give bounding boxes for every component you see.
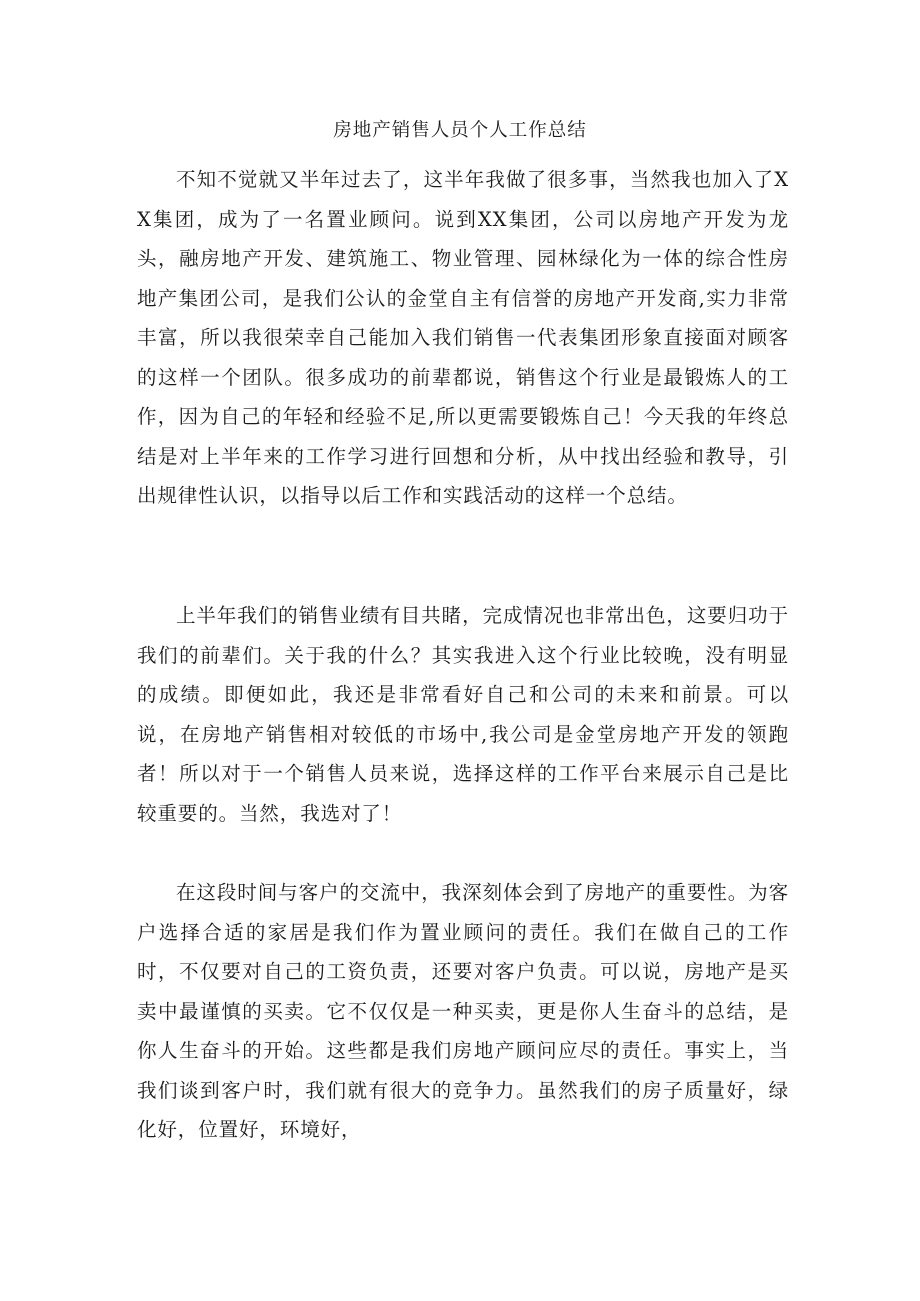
paragraph-1: 不知不觉就又半年过去了，这半年我做了很多事，当然我也加入了XX集团，成为了一名置业顾问。说到XX集团，公司以房地产开发为龙头，融房地产开发、建筑施工、物业管理、园林绿化为一体的综合性房地产集团公司，是我们公认的金堂自主有信誉的房地产开发商,实力非常丰富，所以我很荣幸自己能加入我们销售一代表集团形象直接面对顾客的这样一个团队。很多成功的前辈都说，销售这个行业是最锻炼人的工作，因为自己的年轻和经验不足,所以更需要锻炼自己！今天我的年终总结是对上半年来的工作学习进行回想和分析，从中找出经验和教导，引出规律性认识，以指导以后工作和实践活动的这样一个总结。 xyxy=(137,168,789,507)
document-title: 房地产销售人员个人工作总结 xyxy=(333,120,587,141)
paragraph-2: 上半年我们的销售业绩有目共睹，完成情况也非常出色，这要归功于我们的前辈们。关于我的什么？其实我进入这个行业比较晚，没有明显的成绩。即便如此，我还是非常看好自己和公司的未来和前景。可以说，在房地产销售相对较低的市场中,我公司是金堂房地产开发的领跑者！所以对于一个销售人员来说，选择这样的工作平台来展示自己是比较重要的。当然，我选对了！ xyxy=(137,604,789,825)
paragraph-3: 在这段时间与客户的交流中，我深刻体会到了房地产的重要性。为客户选择合适的家居是我们作为置业顾问的责任。我们在做自己的工作时，不仅要对自己的工资负责，还要对客户负责。可以说，房地产是买卖中最谨慎的买卖。它不仅仅是一种买卖，更是你人生奋斗的总结，是你人生奋斗的开始。这些都是我们房地产顾问应尽的责任。事实上，当我们谈到客户时，我们就有很大的竞争力。虽然我们的房子质量好，绿化好，位置好，环境好， xyxy=(137,881,789,1141)
